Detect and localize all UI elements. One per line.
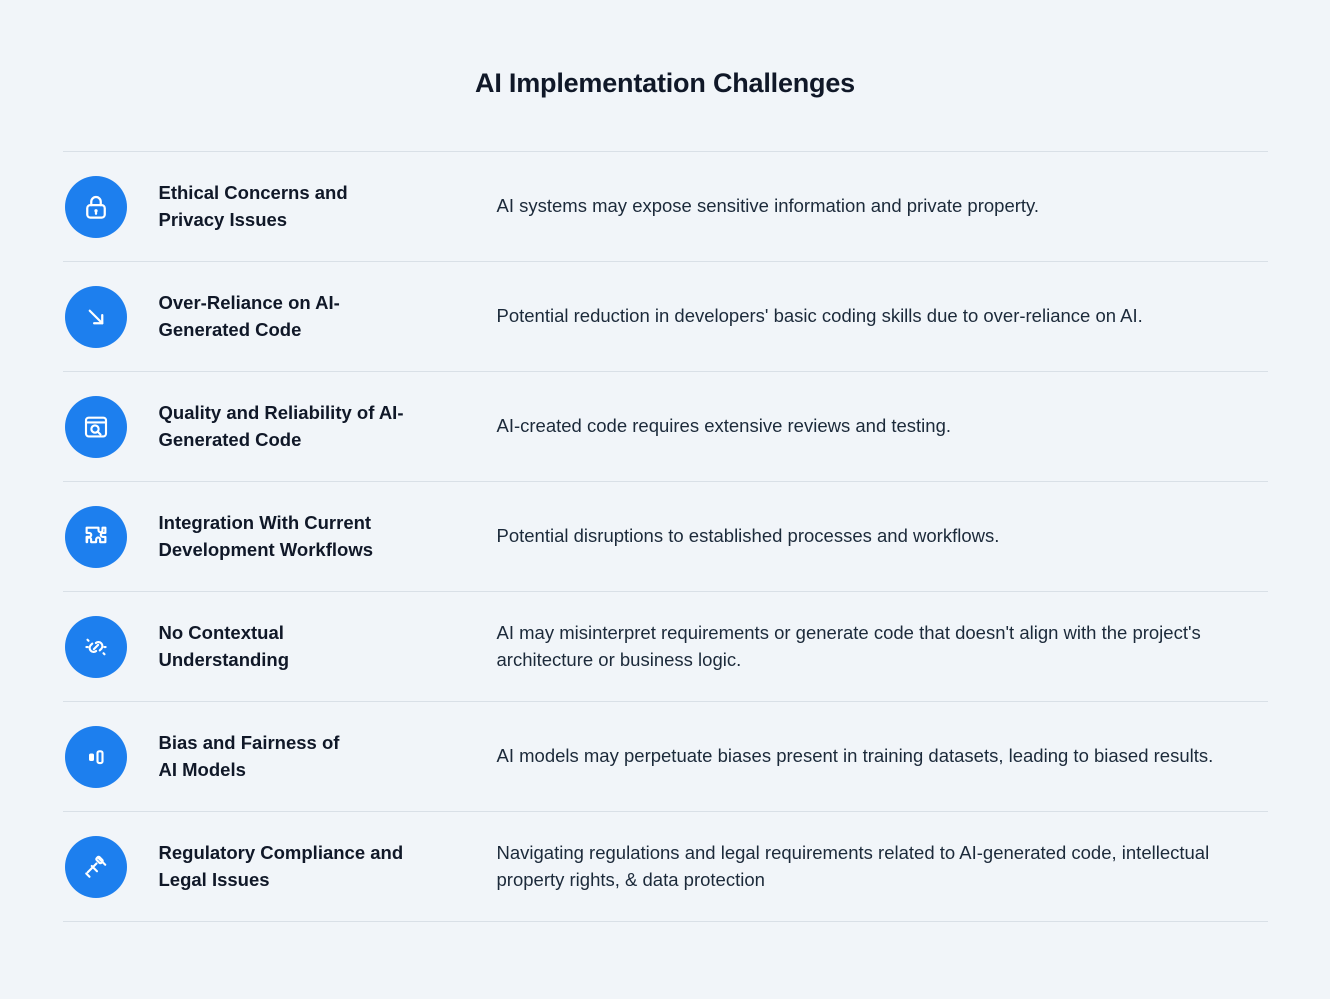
- list-item-description: Potential reduction in developers' basic coding skills due to over-reliance on AI.: [496, 305, 1143, 327]
- list-item: [63, 482, 1268, 591]
- list-item-description: AI may misinterpret requirements or generate code that doesn't align with the project's architecture or business logic.: [496, 622, 1201, 670]
- list-item-label: Ethical Concerns and Privacy Issues: [158, 182, 348, 230]
- icon-cell: [63, 396, 159, 458]
- list-item-label: Bias and Fairness of AI Models: [158, 732, 340, 780]
- list-item: [63, 372, 1268, 481]
- list-item-label: Over-Reliance on AI- Generated Code: [158, 292, 340, 340]
- icon-cell: [63, 616, 159, 678]
- page-title: AI Implementation Challenges: [475, 68, 855, 98]
- list-item-description: AI-created code requires extensive reviews and testing.: [496, 415, 952, 437]
- list-item-label: No Contextual Understanding: [158, 622, 290, 670]
- list-item-label: Integration With Current Development Workflows: [158, 512, 374, 560]
- list-item-description: Navigating regulations and legal requirements related to AI-generated code, intellectual property rights, & data protection: [496, 842, 1210, 890]
- document-search-icon: [65, 396, 127, 458]
- gavel-icon: [65, 836, 127, 898]
- puzzle-piece-icon: [65, 506, 127, 568]
- row-divider: [63, 921, 1268, 922]
- icon-cell: [63, 286, 159, 348]
- icon-cell: [63, 726, 159, 788]
- icon-cell: [63, 506, 159, 568]
- list-item-description: Potential disruptions to established processes and workflows.: [496, 525, 1000, 547]
- list-item: [63, 592, 1268, 701]
- list-item-label: Regulatory Compliance and Legal Issues: [158, 842, 404, 890]
- list-item: [63, 702, 1268, 811]
- balance-bars-icon: [65, 726, 127, 788]
- challenge-list: [63, 99, 1268, 922]
- lock-icon: [65, 176, 127, 238]
- icon-cell: [63, 176, 159, 238]
- broken-link-icon: [65, 616, 127, 678]
- list-item: [63, 262, 1268, 371]
- list-item-description: AI models may perpetuate biases present in training datasets, leading to biased results.: [496, 745, 1214, 767]
- list-item-description: AI systems may expose sensitive information and private property.: [496, 195, 1040, 217]
- list-item-label: Quality and Reliability of AI- Generated Code: [158, 402, 404, 450]
- list-item: [63, 812, 1268, 921]
- icon-cell: [63, 836, 159, 898]
- list-item: [63, 152, 1268, 261]
- arrow-down-right-icon: [65, 286, 127, 348]
